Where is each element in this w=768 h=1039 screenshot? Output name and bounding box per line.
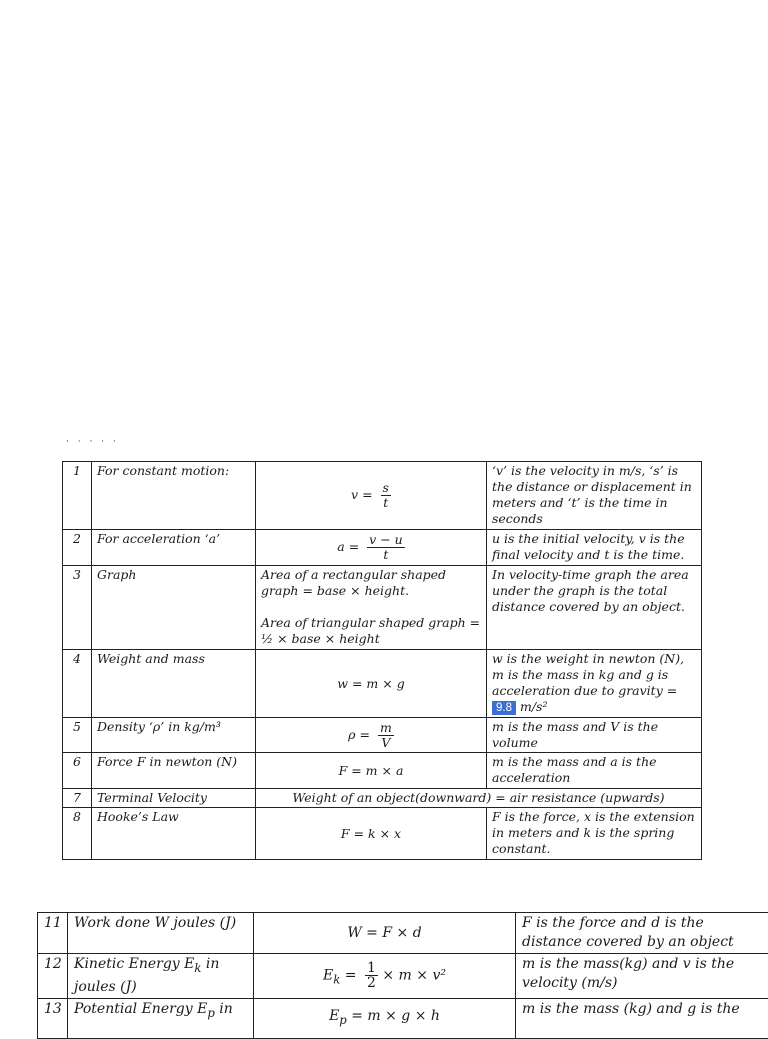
row-number: 7 <box>63 789 92 808</box>
description: F is the force and d is the distance covered by an object <box>516 913 768 954</box>
description: m is the mass and a is the acceleration <box>487 753 702 789</box>
fraction <box>381 481 391 510</box>
table-row <box>63 566 702 650</box>
table-row <box>38 998 768 1038</box>
formula-cell: $E_k$ = $\frac{1}{2}$ × m × v² <box>254 954 516 999</box>
energy-formula-table <box>37 912 768 1039</box>
header-fragment: · · · · · <box>66 437 119 447</box>
quantity-name: Terminal Velocity <box>92 789 256 808</box>
physics-formula-table <box>62 461 702 860</box>
formula-cell: F = k × x <box>256 808 487 860</box>
formula-lhs: ρ <box>348 727 355 742</box>
description: u is the initial velocity, v is the final velocity and t is the time. <box>487 530 702 566</box>
table-row <box>63 650 702 718</box>
formula-lhs: E <box>323 968 333 984</box>
fraction <box>378 721 394 750</box>
table-row <box>63 808 702 860</box>
denominator: t <box>367 547 405 562</box>
formula-cell: v = $\frac{s}{t}$ <box>256 462 487 530</box>
formula-cell: Weight of an object(downward) = air resistance (upwards) <box>256 789 702 808</box>
name-subscript: k <box>194 961 201 975</box>
numerator: m <box>378 721 394 735</box>
row-number: 4 <box>63 650 92 718</box>
row-number: 12 <box>38 954 68 999</box>
table-row <box>63 718 702 753</box>
quantity-name <box>68 954 254 999</box>
formula-subscript: p <box>339 1013 346 1027</box>
formula-lhs: v <box>351 487 358 502</box>
formula-lhs: E <box>329 1008 339 1024</box>
formula-cell: w = m × g <box>256 650 487 718</box>
name-suffix: in joules (J) <box>74 956 219 995</box>
description: ‘v’ is the velocity in m/s, ‘s’ is the distance or displacement in meters and ‘t’ is the time in seconds <box>487 462 702 530</box>
name-text: Potential Energy E <box>74 1001 207 1017</box>
numerator: s <box>381 481 391 495</box>
table-row <box>63 789 702 808</box>
name-text: Kinetic Energy E <box>74 956 194 972</box>
description: m is the mass and V is the volume <box>487 718 702 753</box>
formula-cell: F = m × a <box>256 753 487 789</box>
table-row <box>38 954 768 999</box>
formula-subscript: k <box>333 973 340 987</box>
formula-lhs: a <box>337 539 344 554</box>
quantity-name: Graph <box>92 566 256 650</box>
table-row <box>63 462 702 530</box>
row-number: 6 <box>63 753 92 789</box>
denominator: V <box>378 735 394 750</box>
quantity-name: Force F in newton (N) <box>92 753 256 789</box>
formula-rest: = m × g × h <box>351 1008 440 1024</box>
name-suffix: in <box>215 1001 233 1017</box>
description: m is the mass(kg) and v is the velocity (m/s) <box>516 954 768 999</box>
quantity-name: For acceleration ‘a’ <box>92 530 256 566</box>
denominator: 2 <box>365 975 378 990</box>
formula-cell: W = F × d <box>254 913 516 954</box>
quantity-name: Hooke’s Law <box>92 808 256 860</box>
denominator: t <box>381 495 391 510</box>
name-subscript: p <box>207 1006 214 1020</box>
formula-rest: × m × v² <box>382 968 446 984</box>
quantity-name: For constant motion: <box>92 462 256 530</box>
row-number: 5 <box>63 718 92 753</box>
row-number: 2 <box>63 530 92 566</box>
formula-cell: ρ = $\frac{m}{V}$ <box>256 718 487 753</box>
quantity-name: Weight and mass <box>92 650 256 718</box>
formula-cell <box>254 998 516 1038</box>
table-row <box>63 753 702 789</box>
quantity-name: Work done W joules (J) <box>68 913 254 954</box>
row-number: 1 <box>63 462 92 530</box>
quantity-name <box>68 998 254 1038</box>
row-number: 13 <box>38 998 68 1038</box>
table-row <box>38 913 768 954</box>
unit: m/s² <box>520 699 548 714</box>
fraction <box>365 961 378 990</box>
description: F is the force, x is the extension in meters and k is the spring constant. <box>487 808 702 860</box>
formula-cell: a = $\frac{v - u}{t}$ <box>256 530 487 566</box>
row-number: 8 <box>63 808 92 860</box>
numerator: v − u <box>367 533 405 547</box>
table-row <box>63 530 702 566</box>
quantity-name: Density ‘ρ’ in kg/m³ <box>92 718 256 753</box>
rectangle-area-text: Area of a rectangular shaped graph = base × height. <box>261 567 481 599</box>
row-number: 11 <box>38 913 68 954</box>
description: m is the mass (kg) and g is the <box>516 998 768 1038</box>
formula-cell <box>256 566 487 650</box>
description: In velocity-time graph the area under the graph is the total distance covered by an object. <box>487 566 702 650</box>
fraction <box>367 533 405 562</box>
triangle-area-text: Area of triangular shaped graph = ½ × base × height <box>261 615 481 647</box>
highlighted-value: 9.8 <box>492 701 516 715</box>
description-text: w is the weight in newton (N), m is the mass in kg and g is acceleration due to gravity = <box>492 651 684 698</box>
numerator: 1 <box>365 961 378 975</box>
row-number: 3 <box>63 566 92 650</box>
description <box>487 650 702 718</box>
